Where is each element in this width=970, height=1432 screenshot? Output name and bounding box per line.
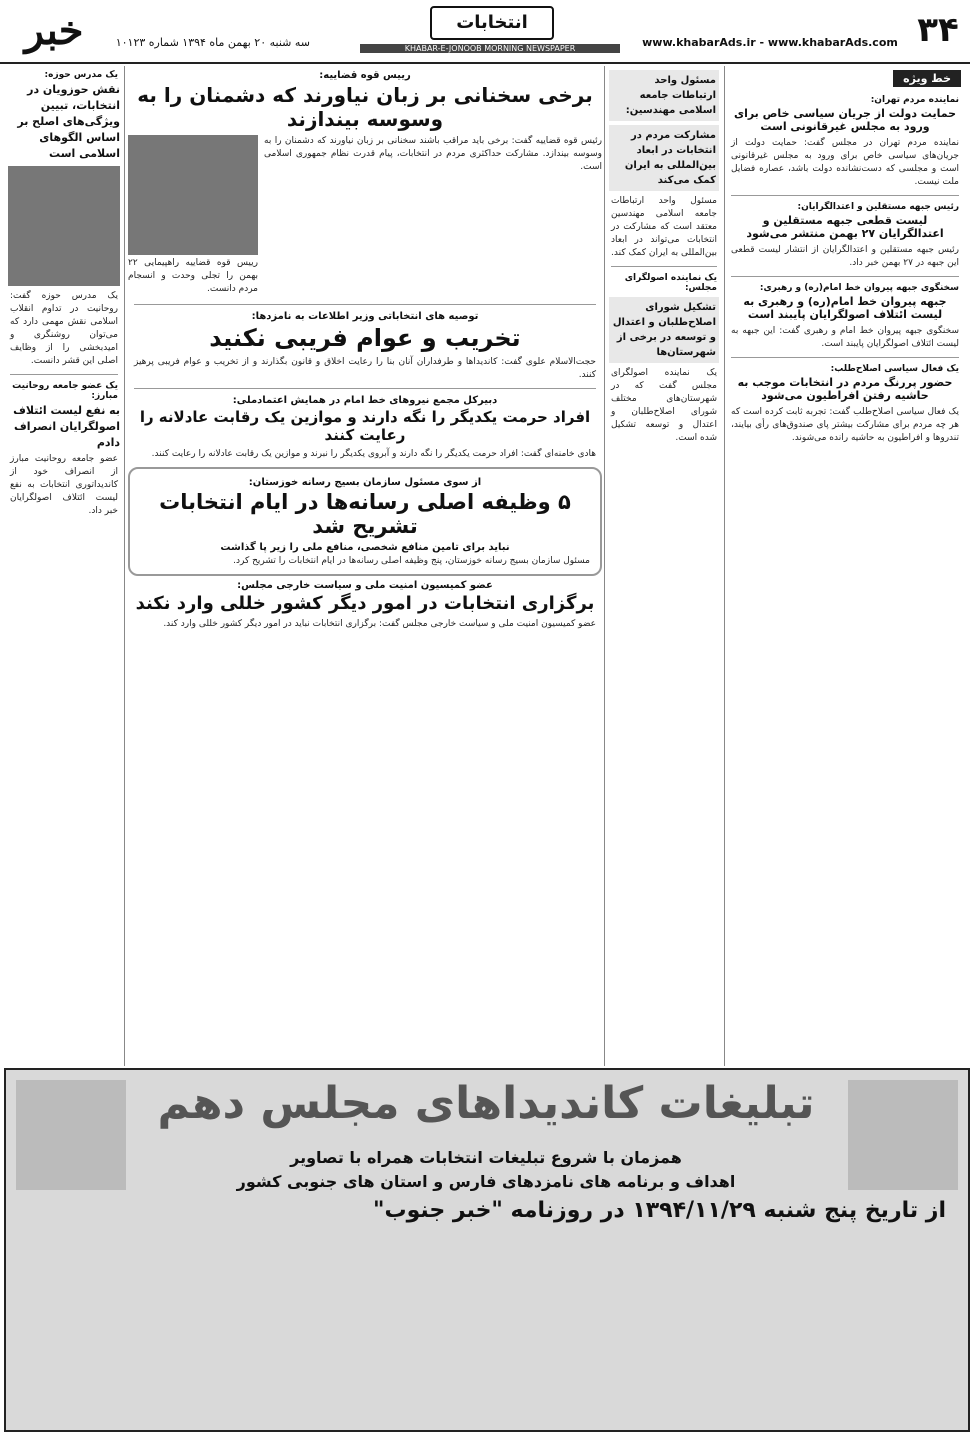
kicker: یک فعال سیاسی اصلاح‌طلب: [830,364,959,374]
ad-date-line: از تاریخ پنج شنبه ۱۳۹۴/۱۱/۲۹ در روزنامه "خبر جنوب" [373,1198,946,1223]
flag-emblem-icon [848,1080,958,1190]
divider [731,276,959,277]
ad-line: همزمان با شروع تبلیغات انتخابات همراه با تصاویر [290,1148,682,1167]
kicker: توصیه های انتخاباتی وزیر اطلاعات به نامزدها: [251,311,479,322]
right-column [724,66,965,1066]
headline: ۵ وظیفه اصلی رسانه‌ها در ایام انتخابات تشریح شد [159,490,571,538]
advertisement-banner[interactable] [4,1068,970,1432]
article-body: مسئول واحد ارتباطات جامعه اسلامی مهندسین معتقد است که مشارکت در انتخابات می‌تواند در ابعاد بین‌المللی به ایران کمک کند. [611,196,717,258]
section-title: انتخابات [430,6,554,40]
headline: جبهه پیروان خط امام(ره) و رهبری به لیست ائتلاف اصولگرایان پایبند است [743,295,947,321]
article-body: سخنگوی جبهه پیروان خط امام و رهبری گفت: این جبهه به لیست ائتلاف اصولگرایان پایبند است. [731,326,959,349]
headline: تخریب و عوام فریبی نکنید [209,324,521,352]
kicker: عضو کمیسیون امنیت ملی و سیاست خارجی مجلس: [237,580,493,591]
kicker: دبیرکل مجمع نیروهای خط امام در همایش اعتمادملی: [232,395,498,406]
article-body: نماینده مردم تهران در مجلس گفت: حمایت دولت از جریان‌های سیاسی خاص برای ورود به مجلس غیرقانونی است و مجلسی که دست‌نشانده دولت باشد، عصاره فضایل ملت نیست. [731,138,959,187]
kicker: یک نماینده اصولگرای مجلس: [624,273,717,293]
headline: افراد حرمت یکدیگر را نگه دارند و موازین یک رقابت عادلانه را رعایت کنند [139,408,591,444]
portrait-photo [8,166,120,286]
headline-box: مشارکت مردم در انتخابات در ابعاد بین‌المللی به ایران کمک می‌کند [609,125,719,191]
article-body: رئیس قوه قضاییه گفت: برخی باید مراقب باشند سخنانی بر زبان نیاورند که دشمنان را به وسوسه بیندازد. مشارکت حداکثری مردم در انتخابات، پیام قدرت نظام جمهوری اسلامی است. [264,136,602,172]
article-body: عضو جامعه روحانیت مبارز از انصراف خود از کاندیداتوری انتخابات به نفع لیست ائتلاف اصولگرایان خبر داد. [10,454,118,516]
kicker: سخنگوی جبهه پیروان خط امام(ره) و رهبری: [759,283,959,293]
kicker: نماینده مردم تهران: [870,95,959,105]
divider [10,374,118,375]
main-area [128,66,602,633]
ad-title: تبلیغات کاندیداهای مجلس دهم [157,1078,815,1129]
headline: حمایت دولت از جریان سیاسی خاص برای ورود به مجلس غیرقانونی است [733,107,957,133]
headline-box: تشکیل شورای اصلاح‌طلبان و اعتدال و توسعه در برخی از شهرستان‌ها [609,297,719,363]
kicker: یک مدرس حوزه: [44,70,118,80]
divider [134,388,596,389]
lead-headline: برخی سخنانی بر زبان نیاورند که دشمنان را به وسوسه بیندازند [137,83,593,131]
kicker: رئیس جبهه مستقلین و اعتدالگرایان: [797,202,959,212]
article-body: هادی خامنه‌ای گفت: افراد حرمت یکدیگر را نگه دارند و آبروی یکدیگر را نبرند و موازین یک رقابت عادلانه را رعایت کنند. [151,449,596,459]
article-body: یک فعال سیاسی اصلاح‌طلب گفت: تجربه ثابت کرده است که هر چه مردم برای مشارکت بیشتر پای صندوق‌های رأی بیایند، تندروها و افراطیون به حاشیه رانده می‌شوند. [731,407,959,443]
divider [611,266,717,267]
article-body: مسئول سازمان بسیج رسانه خوزستان، پنج وظیفه اصلی رسانه‌ها در ایام انتخابات را تشریح کرد. [233,556,590,566]
headline: لیست قطعی جبهه مستقلین و اعتدالگرایان ۲۷ بهمن منتشر می‌شود [746,214,944,240]
divider [731,357,959,358]
article-body: یک نماینده اصولگرای مجلس گفت که در شهرستان‌های مختلف شورای اصلاح‌طلبان و اعتدال و توسعه تشکیل شده است. [611,368,717,443]
article-body: یک مدرس حوزه گفت: روحانیت در تداوم انقلاب اسلامی نقش مهمی دارد که می‌توان روشنگری و امیدبخشی را از وظایف اصلی این قشر دانست. [10,291,118,366]
article-body: عضو کمیسیون امنیت ملی و سیاست خارجی مجلس گفت: برگزاری انتخابات نباید در امور دیگر کشور خللی وارد کند. [163,619,596,629]
headline: نقش حوزویان در انتخابات، تبیین ویژگی‌های اصلح بر اساس الگوهای اسلامی است [17,83,120,160]
column-tag: خط ویژه [893,70,961,87]
article-body: رئیس جبهه مستقلین و اعتدالگرایان از انتشار لیست قطعی این جبهه در ۲۷ بهمن خبر داد. [731,245,959,268]
kicker: از سوی مسئول سازمان بسیج رسانه خوزستان: [248,477,482,488]
flag-emblem-icon [16,1080,126,1190]
divider [134,304,596,305]
article-body: حجت‌الاسلام علوی گفت: کاندیداها و طرفداران آنان بنا را رعایت اخلاق و قانون بگذارند و از تخریب و عوام فریبی پرهیز کنند. [134,357,596,380]
newspaper-logo: خبر [24,7,84,54]
english-masthead: KHABAR-E-JONOOB MORNING NEWSPAPER [360,44,620,53]
photo-block [128,135,258,298]
kicker: رییس قوه قضاییه: [319,70,411,81]
subheadline: نباید برای تامین منافع شخصی، منافع ملی را زیر پا گذاشت [220,542,510,553]
kicker: یک عضو جامعه روحانیت مبارز: [12,381,118,401]
left-column [4,66,125,1066]
boxed-article [128,467,602,576]
photo-caption: رییس قوه قضاییه راهپیمایی ۲۲ بهمن را تجلی وحدت و انسجام مردم دانست. [128,258,258,294]
headline: برگزاری انتخابات در امور دیگر کشور خللی وارد نکند [135,593,595,614]
kicker-box: مسئول واحد ارتباطات جامعه اسلامی مهندسین: [609,70,719,121]
headline: حضور پررنگ مردم در انتخابات موجب به حاشیه رفتن افراطیون می‌شود [737,376,953,402]
masthead [0,0,970,64]
headline: به نفع لیست ائتلاف اصولگرایان انصراف دادم [13,404,120,449]
middle-column [604,66,723,1066]
article-columns [128,135,602,298]
dateline: سه شنبه ۲۰ بهمن ماه ۱۳۹۴ شماره ۱۰۱۲۳ [115,36,310,49]
ad-line: اهداف و برنامه های نامزدهای فارس و استان های جنوبی کشور [236,1172,736,1191]
divider [731,195,959,196]
portrait-photo [128,135,258,255]
site-url[interactable]: www.khabarAds.ir - www.khabarAds.com [642,36,898,49]
page-number: ۳۴ [917,10,959,50]
